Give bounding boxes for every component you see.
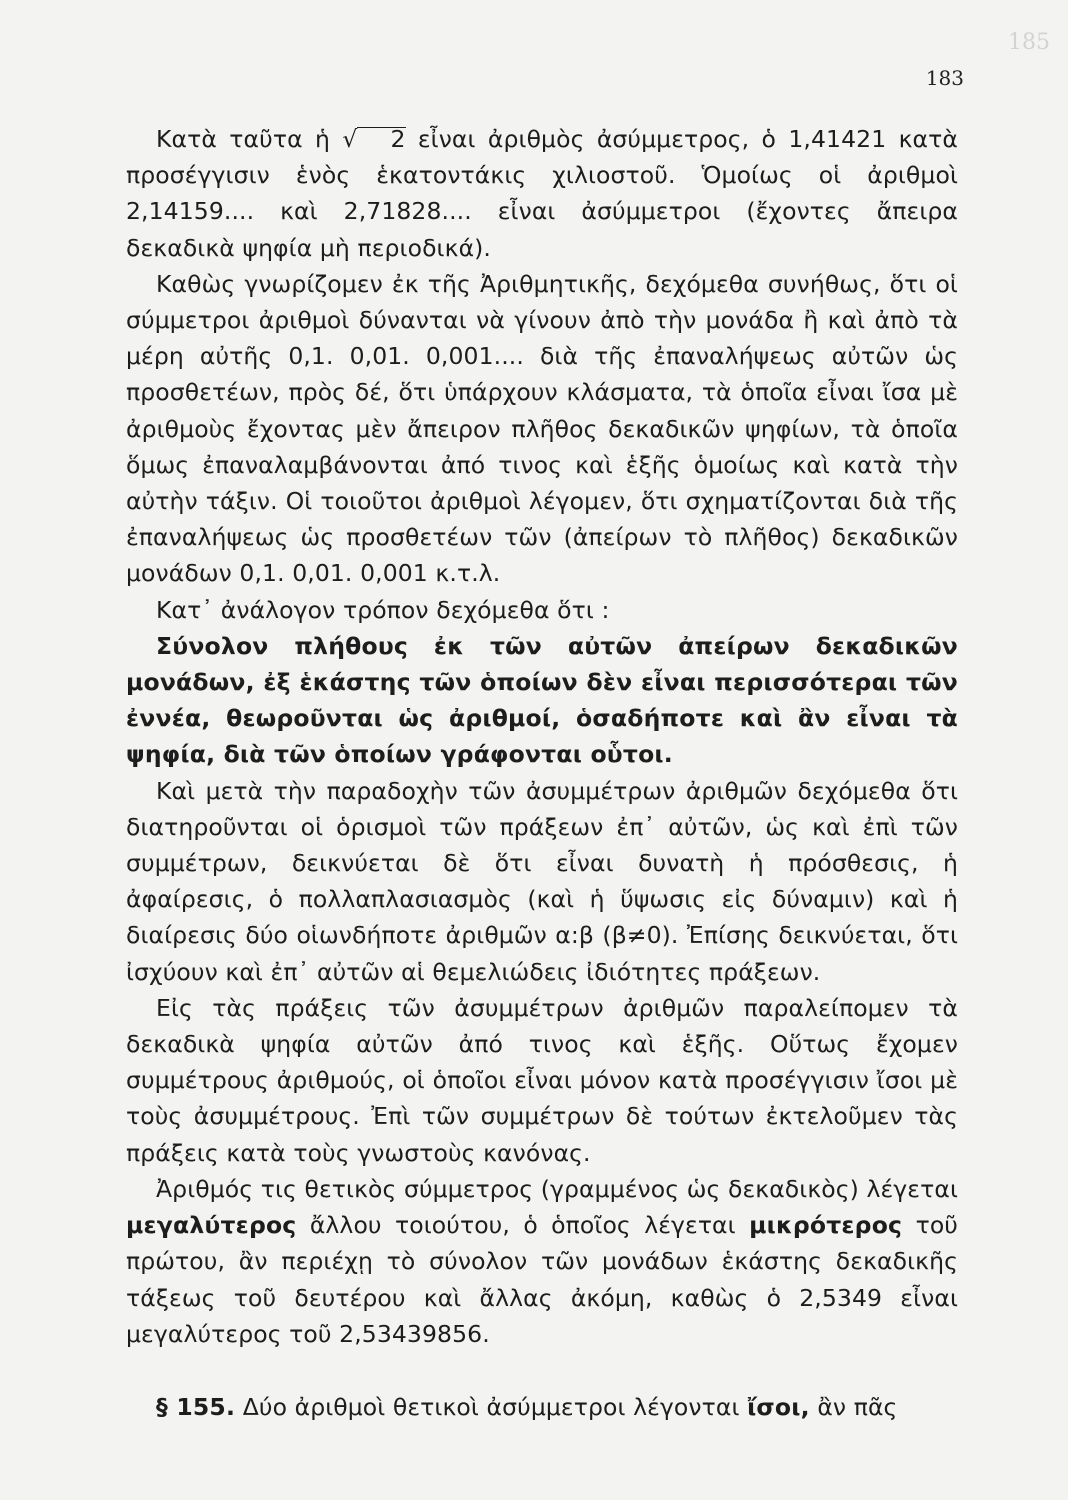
radicand: 2 xyxy=(357,127,405,150)
square-root-sign: √ xyxy=(342,125,358,153)
paragraph-text: εἶναι ἀριθμὸς ἀσύμμετρος, ὁ 1,41421 κατὰ προσέγγισιν ἑνὸς ἑκατοντάκις χιλιοστοῦ. Ὁμοίως οἱ ἀριθμοὶ 2,14159.... καὶ 2,71828.... εἶναι ἀσύμμετροι (ἔχοντες ἄπειρα δεκαδικὰ ψηφία μὴ περιοδικά). xyxy=(126,125,958,262)
paragraph-text: τοῦ πρώτου, ἂν περιέχῃ τὸ σύνολον τῶν μονάδων ἑκάστης δεκαδικῆς τάξεως τοῦ δευτέρου καὶ ἄλλας ἀκόμη, καθὼς ὁ 2,5349 εἶναι μεγαλύτερος τοῦ 2,53439856. xyxy=(126,1211,958,1348)
paragraph-text: Δύο ἀριθμοὶ θετικοὶ ἀσύμμετροι λέγονται xyxy=(235,1392,748,1421)
paragraph-text: ἂν πᾶς xyxy=(809,1392,898,1421)
paragraph-rational-numbers: Καθὼς γνωρίζομεν ἐκ τῆς Ἀριθμητικῆς, δεχόμεθα συνήθως, ὅτι οἱ σύμμετροι ἀριθμοὶ δύνανται νὰ γίνουν ἀπὸ τὴν μονάδα ἢ καὶ ἀπὸ τὰ μέρη αὐτῆς 0,1. 0,01. 0,001.... διὰ τῆς ἐπαναλήψεως αὐτῶν ὡς προσθετέων, πρὸς δέ, ὅτι ὑπάρχουν κλάσματα, τὰ ὁποῖα εἶναι ἴσα μὲ ἀριθμοὺς ἔχοντας μὲν ἄπειρον πλῆθος δεκαδικῶν ψηφίων, τὰ ὁποῖα ὅμως ἐπαναλαμβάνονται ἀπό τινος καὶ ἑξῆς ὁμοίως καὶ κατὰ τὴν αὐτὴν τάξιν. Οἱ τοιοῦτοι ἀριθμοὶ λέγομεν, ὅτι σχηματίζονται διὰ τῆς ἐπαναλήψεως ὡς προσθετέων τῶν (ἀπείρων τὸ πλῆθος) δεκαδικῶν μονάδων 0,1. 0,01. 0,001 κ.τ.λ. xyxy=(126,269,958,588)
paragraph-definition xyxy=(126,628,958,773)
term-smaller: μικρότερος xyxy=(749,1211,903,1240)
paragraph-section-155 xyxy=(126,1389,958,1425)
paragraph-text: Ἀριθμός τις θετικὸς σύμμετρος (γραμμένος ὡς δεκαδικὸς) λέγεται xyxy=(156,1174,958,1203)
page-number: 183 xyxy=(925,66,964,90)
paragraph-text: Κατὰ ταῦτα ἡ xyxy=(156,125,343,153)
bleed-through-page-number: 185 xyxy=(1008,30,1050,55)
section-heading: § 155. xyxy=(156,1392,236,1421)
bold-definition: Σύνολον πλήθους ἐκ τῶν αὐτῶν ἀπείρων δεκαδικῶν μονάδων, ἐξ ἑκάστης τῶν ὁποίων δὲν εἶναι περισσότεραι τῶν ἐννέα, θεωροῦνται ὡς ἀριθμοί, ὁσαδήποτε καὶ ἂν εἶναι τὰ ψηφία, διὰ τῶν ὁποίων γράφονται οὗτοι. xyxy=(126,631,958,769)
paragraph-irrational-examples xyxy=(126,121,958,266)
paragraph-operations: Καὶ μετὰ τὴν παραδοχὴν τῶν ἀσυμμέτρων ἀριθμῶν δεχόμεθα ὅτι διατηροῦνται οἱ ὁρισμοὶ τῶν πράξεων ἐπ᾽ αὐτῶν, ὡς καὶ ἐπὶ τῶν συμμέτρων, δεικνύεται δὲ ὅτι εἶναι δυνατὴ ἡ πρόσθεσις, ἡ ἀφαίρεσις, ὁ πολλαπλασιασμὸς (καὶ ἡ ὕψωσις εἰς δύναμιν) καὶ ἡ διαίρεσις δύο οἱωνδήποτε ἀριθμῶν α:β (β≠0). Ἐπίσης δεικνύεται, ὅτι ἰσχύουν καὶ ἐπ᾽ αὐτῶν αἱ θεμελιώδεις ἰδιότητες πράξεων. xyxy=(126,776,958,986)
term-equal: ἴσοι, xyxy=(747,1392,810,1421)
paragraph-comparison xyxy=(126,1171,958,1352)
paragraph-text: ἄλλου τοιούτου, ὁ ὁποῖος λέγεται xyxy=(296,1211,750,1240)
body-text xyxy=(126,121,958,1425)
paragraph-approximation: Εἰς τὰς πράξεις τῶν ἀσυμμέτρων ἀριθμῶν παραλείπομεν τὰ δεκαδικὰ ψηφία αὐτῶν ἀπό τινος καὶ ἑξῆς. Οὕτως ἔχομεν συμμέτρους ἀριθμούς, οἱ ὁποῖοι εἶναι μόνον κατὰ προσέγγισιν ἴσοι μὲ τοὺς ἀσυμμέτρους. Ἐπὶ τῶν συμμέτρων δὲ τούτων ἐκτελοῦμεν τὰς πράξεις κατὰ τοὺς γνωστοὺς κανόνας. xyxy=(126,993,958,1167)
term-greater: μεγαλύτερος xyxy=(126,1211,297,1240)
paragraph-analogy: Κατ᾽ ἀνάλογον τρόπον δεχόμεθα ὅτι : xyxy=(156,595,610,624)
